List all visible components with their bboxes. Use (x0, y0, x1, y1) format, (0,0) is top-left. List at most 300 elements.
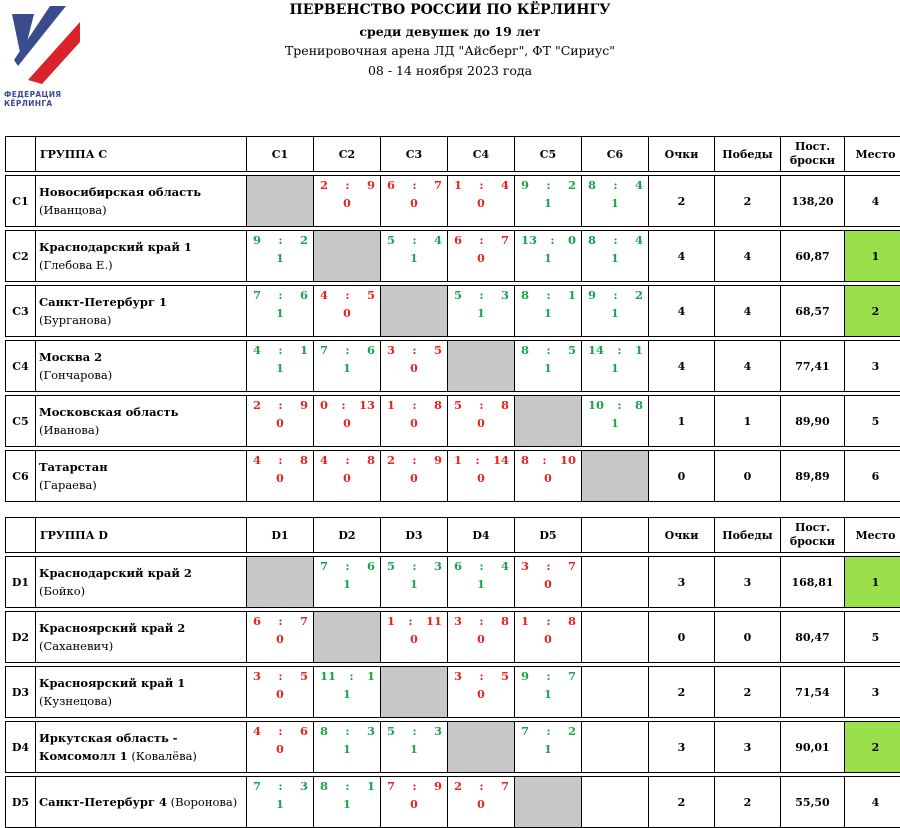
team-skip: (Воронова) (171, 795, 238, 809)
match-score (314, 777, 380, 793)
score-separator: : (345, 178, 349, 192)
page-subtitle: среди девушек до 19 лет (0, 24, 900, 39)
match-score (314, 286, 380, 302)
team-name-cont: Комсомолл 1 (39, 749, 128, 763)
team-skip: (Ковалёва) (131, 749, 197, 763)
score-own: 4 (253, 453, 261, 467)
team-row (6, 286, 900, 337)
team-skip: (Гончарова) (39, 366, 246, 384)
team-id: D2 (6, 612, 36, 663)
score-separator: : (345, 779, 349, 793)
match-score (515, 451, 581, 467)
match-outcome: 0 (247, 472, 313, 485)
self-match-cell (582, 451, 649, 502)
score-own: 5 (387, 559, 395, 573)
score-opponent: 1 (568, 288, 576, 302)
match-result-cell (515, 451, 582, 502)
score-opponent: 4 (501, 178, 509, 192)
header-row (6, 137, 900, 172)
match-result-cell (448, 667, 515, 718)
team-wins: 3 (715, 722, 781, 773)
match-result-cell (515, 176, 582, 227)
match-result-cell (381, 612, 448, 663)
match-result-cell (515, 557, 582, 608)
team-id: D5 (6, 777, 36, 828)
match-score (381, 396, 447, 412)
match-result-cell (448, 231, 515, 282)
score-separator: : (479, 288, 483, 302)
team-skip: (Иванцова) (39, 201, 246, 219)
match-outcome: 0 (314, 197, 380, 210)
team-name-cell (36, 557, 247, 608)
match-score (448, 557, 514, 573)
match-score (247, 396, 313, 412)
corner-cell (6, 518, 36, 553)
score-own: 8 (521, 288, 529, 302)
match-outcome: 1 (582, 307, 648, 320)
score-opponent: 5 (568, 343, 576, 357)
match-score (381, 231, 447, 247)
score-own: 0 (320, 398, 328, 412)
score-opponent: 10 (560, 453, 576, 467)
draw-shot-header-line-2: броски (781, 535, 844, 549)
score-own: 3 (454, 614, 462, 628)
team-points: 0 (649, 451, 715, 502)
match-score (247, 777, 313, 793)
score-own: 1 (387, 614, 395, 628)
score-separator: : (479, 614, 483, 628)
score-own: 1 (454, 453, 462, 467)
score-own: 6 (387, 178, 395, 192)
score-separator: : (412, 398, 416, 412)
team-draw-shot: 55,50 (781, 777, 845, 828)
score-own: 8 (588, 178, 596, 192)
match-outcome: 0 (381, 633, 447, 646)
team-name-cell (36, 396, 247, 447)
team-name: Санкт-Петербург 4 (39, 795, 167, 809)
draw-shot-header (781, 137, 845, 172)
match-outcome: 1 (582, 197, 648, 210)
team-name: Новосибирская область (39, 183, 246, 201)
team-id: C2 (6, 231, 36, 282)
match-result-cell (314, 396, 381, 447)
team-draw-shot: 80,47 (781, 612, 845, 663)
opponent-header: D5 (515, 518, 582, 553)
match-score (314, 667, 380, 683)
team-wins: 4 (715, 286, 781, 337)
team-row (6, 341, 900, 392)
match-score (314, 722, 380, 738)
score-own: 4 (320, 288, 328, 302)
match-score (582, 176, 648, 192)
match-outcome: 0 (247, 743, 313, 756)
score-separator: : (278, 233, 282, 247)
team-place: 3 (845, 341, 900, 392)
match-result-cell (515, 667, 582, 718)
team-wins: 0 (715, 451, 781, 502)
draw-shot-header-line-2: броски (781, 154, 844, 168)
match-score (314, 396, 380, 412)
match-outcome: 1 (247, 252, 313, 265)
match-result-cell (515, 231, 582, 282)
score-own: 8 (521, 343, 529, 357)
venue: Тренировочная арена ЛД "Айсберг", ФТ "Сириус" (0, 43, 900, 58)
match-outcome: 0 (381, 472, 447, 485)
score-own: 3 (454, 669, 462, 683)
score-opponent: 6 (367, 559, 375, 573)
match-score (448, 176, 514, 192)
match-result-cell (314, 722, 381, 773)
match-result-cell (515, 722, 582, 773)
team-name: Иркутская область - (39, 729, 246, 747)
team-place: 6 (845, 451, 900, 502)
team-place: 2 (845, 286, 900, 337)
score-opponent: 6 (300, 724, 308, 738)
match-score (515, 722, 581, 738)
match-result-cell (247, 341, 314, 392)
match-score (448, 286, 514, 302)
group-name: ГРУППА С (36, 137, 247, 172)
score-separator: : (542, 453, 546, 467)
score-separator: : (341, 398, 345, 412)
score-own: 13 (521, 233, 537, 247)
match-outcome: 0 (314, 472, 380, 485)
score-opponent: 8 (501, 398, 509, 412)
draw-shot-header (781, 518, 845, 553)
match-score (515, 341, 581, 357)
team-draw-shot: 77,41 (781, 341, 845, 392)
score-own: 4 (253, 343, 261, 357)
points-header: Очки (649, 518, 715, 553)
score-opponent: 2 (568, 724, 576, 738)
match-outcome: 1 (582, 417, 648, 430)
team-points: 1 (649, 396, 715, 447)
empty-cell (582, 722, 649, 773)
match-outcome: 1 (582, 362, 648, 375)
opponent-header: D4 (448, 518, 515, 553)
team-skip: (Бурганова) (39, 311, 246, 329)
match-outcome: 1 (381, 743, 447, 756)
match-score (515, 231, 581, 247)
team-name-cell (36, 231, 247, 282)
logo-line-2: КЁРЛИНГА (4, 99, 61, 108)
match-result-cell (515, 341, 582, 392)
team-draw-shot: 89,89 (781, 451, 845, 502)
team-points: 2 (649, 176, 715, 227)
match-outcome: 0 (381, 798, 447, 811)
match-result-cell (448, 396, 515, 447)
team-points: 2 (649, 777, 715, 828)
dates: 08 - 14 ноября 2023 года (0, 63, 900, 78)
team-name-cell (36, 176, 247, 227)
team-points: 3 (649, 722, 715, 773)
match-result-cell (314, 176, 381, 227)
score-own: 1 (454, 178, 462, 192)
score-separator: : (412, 343, 416, 357)
team-id: C1 (6, 176, 36, 227)
team-id: D1 (6, 557, 36, 608)
place-header: Место (845, 518, 900, 553)
self-match-cell (515, 396, 582, 447)
team-line (39, 793, 246, 811)
score-own: 7 (253, 288, 261, 302)
match-score (381, 557, 447, 573)
team-place: 5 (845, 396, 900, 447)
match-outcome: 1 (515, 252, 581, 265)
match-result-cell (247, 231, 314, 282)
match-result-cell (448, 286, 515, 337)
score-own: 9 (521, 669, 529, 683)
score-separator: : (345, 724, 349, 738)
team-id: C3 (6, 286, 36, 337)
score-own: 2 (253, 398, 261, 412)
score-own: 6 (253, 614, 261, 628)
match-result-cell (582, 341, 649, 392)
score-opponent: 3 (367, 724, 375, 738)
opponent-header: C4 (448, 137, 515, 172)
team-wins: 1 (715, 396, 781, 447)
team-skip: (Глебова Е.) (39, 256, 246, 274)
match-score (582, 286, 648, 302)
score-own: 3 (521, 559, 529, 573)
team-id: C4 (6, 341, 36, 392)
score-opponent: 5 (300, 669, 308, 683)
score-opponent: 6 (300, 288, 308, 302)
wins-header: Победы (715, 137, 781, 172)
team-draw-shot: 90,01 (781, 722, 845, 773)
match-outcome: 1 (247, 307, 313, 320)
score-separator: : (345, 288, 349, 302)
team-draw-shot: 89,90 (781, 396, 845, 447)
match-score (247, 341, 313, 357)
match-outcome: 1 (582, 252, 648, 265)
score-own: 8 (320, 779, 328, 793)
score-separator: : (617, 398, 621, 412)
score-opponent: 3 (434, 724, 442, 738)
score-own: 3 (387, 343, 395, 357)
team-name: Санкт-Петербург 1 (39, 293, 246, 311)
team-row (6, 722, 900, 773)
score-opponent: 8 (568, 614, 576, 628)
team-place: 1 (845, 557, 900, 608)
self-match-cell (515, 777, 582, 828)
score-own: 7 (253, 779, 261, 793)
score-own: 3 (253, 669, 261, 683)
score-opponent: 4 (635, 178, 643, 192)
team-skip: (Бойко) (39, 582, 246, 600)
team-skip: (Иванова) (39, 421, 246, 439)
score-own: 7 (320, 343, 328, 357)
score-own: 8 (320, 724, 328, 738)
score-opponent: 1 (300, 343, 308, 357)
score-separator: : (412, 453, 416, 467)
score-opponent: 9 (300, 398, 308, 412)
score-separator: : (412, 178, 416, 192)
score-own: 14 (588, 343, 604, 357)
match-score (314, 176, 380, 192)
team-points: 4 (649, 286, 715, 337)
team-name-cell (36, 341, 247, 392)
match-score (448, 777, 514, 793)
team-row (6, 231, 900, 282)
self-match-cell (381, 286, 448, 337)
score-opponent: 11 (426, 614, 442, 628)
opponent-header: C5 (515, 137, 582, 172)
score-separator: : (278, 669, 282, 683)
score-opponent: 4 (635, 233, 643, 247)
match-outcome: 1 (314, 362, 380, 375)
score-opponent: 9 (434, 779, 442, 793)
match-score (381, 777, 447, 793)
score-opponent: 8 (635, 398, 643, 412)
team-id: D4 (6, 722, 36, 773)
team-id: C5 (6, 396, 36, 447)
score-own: 9 (588, 288, 596, 302)
score-opponent: 4 (434, 233, 442, 247)
score-opponent: 5 (501, 669, 509, 683)
group-d-table (5, 517, 900, 828)
score-separator: : (546, 178, 550, 192)
match-outcome: 1 (381, 578, 447, 591)
self-match-cell (381, 667, 448, 718)
match-outcome: 0 (448, 688, 514, 701)
match-result-cell (247, 286, 314, 337)
team-place: 4 (845, 777, 900, 828)
team-draw-shot: 68,57 (781, 286, 845, 337)
score-separator: : (412, 724, 416, 738)
score-separator: : (546, 288, 550, 302)
group-name: ГРУППА D (36, 518, 247, 553)
score-opponent: 9 (434, 453, 442, 467)
match-outcome: 0 (247, 417, 313, 430)
team-name-cell (36, 722, 247, 773)
self-match-cell (448, 722, 515, 773)
score-separator: : (345, 559, 349, 573)
score-separator: : (278, 453, 282, 467)
score-opponent: 7 (300, 614, 308, 628)
team-points: 0 (649, 612, 715, 663)
points-header: Очки (649, 137, 715, 172)
self-match-cell (247, 176, 314, 227)
team-name-cell (36, 612, 247, 663)
draw-shot-header-line-1: Пост. (781, 521, 844, 535)
match-result-cell (448, 612, 515, 663)
match-outcome: 0 (314, 417, 380, 430)
score-separator: : (278, 779, 282, 793)
score-separator: : (412, 779, 416, 793)
match-result-cell (381, 557, 448, 608)
team-name: Краснодарский край 1 (39, 238, 246, 256)
match-score (515, 612, 581, 628)
team-name-cell (36, 667, 247, 718)
match-result-cell (247, 451, 314, 502)
self-match-cell (247, 557, 314, 608)
match-outcome: 0 (515, 633, 581, 646)
match-outcome: 1 (314, 578, 380, 591)
match-score (247, 286, 313, 302)
team-draw-shot: 138,20 (781, 176, 845, 227)
team-wins: 4 (715, 341, 781, 392)
team-row (6, 612, 900, 663)
score-opponent: 8 (367, 453, 375, 467)
score-separator: : (278, 398, 282, 412)
score-separator: : (412, 559, 416, 573)
match-outcome: 1 (247, 798, 313, 811)
match-score (582, 231, 648, 247)
score-separator: : (475, 453, 479, 467)
score-own: 8 (588, 233, 596, 247)
opponent-header: C3 (381, 137, 448, 172)
score-own: 10 (588, 398, 604, 412)
empty-cell (582, 667, 649, 718)
match-score (314, 557, 380, 573)
score-separator: : (479, 669, 483, 683)
team-id: C6 (6, 451, 36, 502)
score-own: 6 (454, 233, 462, 247)
match-score (381, 176, 447, 192)
match-result-cell (381, 396, 448, 447)
team-skip: (Кузнецова) (39, 692, 246, 710)
opponent-header: C6 (582, 137, 649, 172)
opponent-header: D1 (247, 518, 314, 553)
team-place: 3 (845, 667, 900, 718)
team-name: Московская область (39, 403, 246, 421)
score-own: 9 (521, 178, 529, 192)
team-draw-shot: 168,81 (781, 557, 845, 608)
team-row (6, 176, 900, 227)
match-outcome: 0 (448, 472, 514, 485)
team-name: Красноярский край 1 (39, 674, 246, 692)
team-name: Краснодарский край 2 (39, 564, 246, 582)
match-score (448, 396, 514, 412)
team-row (6, 396, 900, 447)
opponent-header: D2 (314, 518, 381, 553)
match-result-cell (314, 341, 381, 392)
match-outcome: 1 (314, 743, 380, 756)
team-draw-shot: 60,87 (781, 231, 845, 282)
match-score (582, 341, 648, 357)
team-points: 4 (649, 341, 715, 392)
match-outcome: 1 (515, 362, 581, 375)
team-name-cell (36, 777, 247, 828)
score-own: 11 (320, 669, 336, 683)
score-own: 2 (387, 453, 395, 467)
match-result-cell (247, 396, 314, 447)
opponent-header: C1 (247, 137, 314, 172)
corner-cell (6, 137, 36, 172)
score-separator: : (617, 343, 621, 357)
score-opponent: 3 (501, 288, 509, 302)
opponent-header: C2 (314, 137, 381, 172)
match-outcome: 1 (515, 743, 581, 756)
match-outcome: 1 (381, 252, 447, 265)
match-outcome: 0 (448, 798, 514, 811)
score-separator: : (349, 669, 353, 683)
score-own: 5 (454, 288, 462, 302)
empty-cell (582, 612, 649, 663)
team-id: D3 (6, 667, 36, 718)
match-score (381, 341, 447, 357)
match-score (247, 722, 313, 738)
team-wins: 0 (715, 612, 781, 663)
match-outcome: 0 (247, 688, 313, 701)
team-wins: 2 (715, 777, 781, 828)
match-result-cell (247, 777, 314, 828)
score-opponent: 9 (367, 178, 375, 192)
page-title: ПЕРВЕНСТВО РОССИИ ПО КЁРЛИНГУ (0, 2, 900, 18)
team-wins: 4 (715, 231, 781, 282)
match-score (448, 451, 514, 467)
